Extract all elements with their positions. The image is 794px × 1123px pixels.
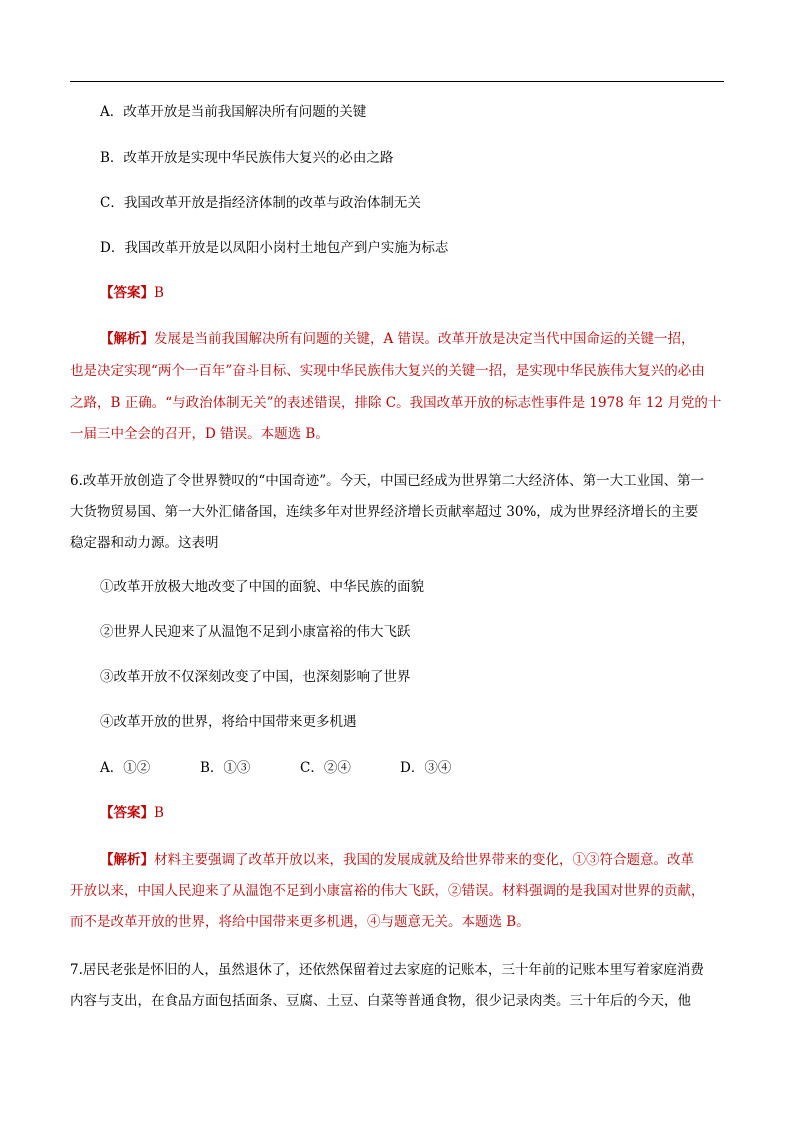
q6-stem-line-2: 大货物贸易国、第一大外汇储备国，连续多年对世界经济增长贡献率超过 30%，成为世界经济增长的主要 <box>70 504 699 520</box>
q5-answer-value: B <box>154 285 164 301</box>
q6-analysis-tag: 【解析】 <box>100 852 154 868</box>
q5-analysis-tag: 【解析】 <box>100 331 154 347</box>
q6-stem-line-1: 6.改革开放创造了令世界赞叹的“中国奇迹”。今天，中国已经成为世界第二大经济体、第一大工业国、第一 <box>70 473 705 489</box>
q5-analysis-line-1 <box>100 330 695 348</box>
q5-option-b: B．改革开放是实现中华民族伟大复兴的必由之路 <box>100 150 394 166</box>
q5-option-a: A．改革开放是当前我国解决所有问题的关键 <box>100 104 367 120</box>
q6-analysis-line-2: 开放以来，中国人民迎来了从温饱不足到小康富裕的伟大飞跃，②错误。材料强调的是我国对世界的贡献， <box>70 883 705 899</box>
q6-analysis-text-1: 材料主要强调了改革开放以来，我国的发展成就及给世界带来的变化，①③符合题意。改革 <box>154 852 694 868</box>
q6-analysis-line-1 <box>100 851 694 869</box>
q7-stem-line-1: 7.居民老张是怀旧的人，虽然退休了，还依然保留着过去家庭的记账本，三十年前的记账本里写着家庭消费 <box>70 962 704 978</box>
q6-answer-tag: 【答案】 <box>100 805 154 821</box>
q6-statement-1: ①改革开放极大地改变了中国的面貌、中华民族的面貌 <box>100 579 424 595</box>
q6-choice-c: C．②④ <box>300 760 351 776</box>
q5-analysis-line-3: 之路，B 正确。“与政治体制无关”的表述错误，排除 C。我国改革开放的标志性事件是 1978 年 12 月党的十 <box>70 395 722 411</box>
q6-statement-2: ②世界人民迎来了从温饱不足到小康富裕的伟大飞跃 <box>100 624 411 640</box>
q6-statement-3: ③改革开放不仅深刻改变了中国，也深刻影响了世界 <box>100 669 411 685</box>
q6-choice-b: B．①③ <box>200 760 251 776</box>
q5-analysis-text-1: 发展是当前我国解决所有问题的关键，A 错误。改革开放是决定当代中国命运的关键一招， <box>154 331 695 347</box>
q6-answer <box>100 804 164 822</box>
q7-stem-line-2: 内容与支出，在食品方面包括面条、豆腐、土豆、白菜等普通食物，很少记录肉类。三十年后的今天，他 <box>70 993 691 1009</box>
q5-analysis-line-2: 也是决定实现“两个一百年”奋斗目标、实现中华民族伟大复兴的关键一招，是实现中华民族伟大复兴的必由 <box>70 363 705 379</box>
q6-statement-4: ④改革开放的世界，将给中国带来更多机遇 <box>100 714 357 730</box>
q6-choice-d: D．③④ <box>400 760 452 776</box>
q6-answer-value: B <box>154 805 164 821</box>
q5-answer <box>100 284 164 302</box>
q6-choice-a: A．①② <box>100 760 151 776</box>
q5-option-d: D．我国改革开放是以凤阳小岗村土地包产到户实施为标志 <box>100 240 449 256</box>
q5-analysis-line-4: 一届三中全会的召开，D 错误。本题选 B。 <box>70 426 329 442</box>
q6-analysis-line-3: 而不是改革开放的世界，将给中国带来更多机遇，④与题意无关。本题选 B。 <box>70 914 530 930</box>
q5-option-c: C．我国改革开放是指经济体制的改革与政治体制无关 <box>100 195 421 211</box>
header-rule <box>70 81 724 82</box>
q5-answer-tag: 【答案】 <box>100 285 154 301</box>
q6-stem-line-3: 稳定器和动力源。这表明 <box>70 535 219 551</box>
